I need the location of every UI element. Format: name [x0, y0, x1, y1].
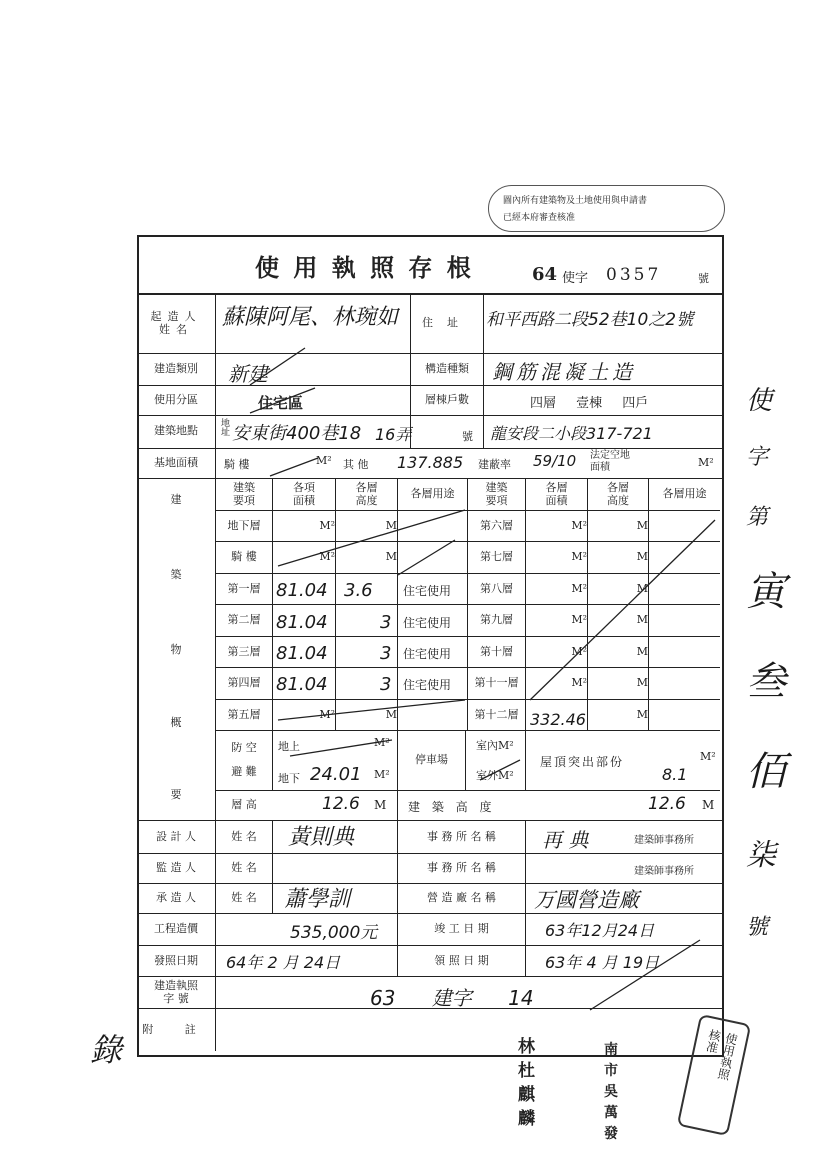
floor-height-unit: M	[374, 798, 387, 812]
owner-value: 蘇陳阿尾、林琬如	[222, 305, 399, 330]
approval-stamp-line1: 圖內所有建築物及土地使用與申請書	[503, 196, 648, 206]
ratio-value: 59/10	[533, 452, 577, 470]
floor-height: 3	[380, 674, 392, 695]
floor-area: 81.04	[276, 612, 328, 633]
designer-role: 設 計 人	[156, 829, 196, 843]
floor-name: 騎 樓	[231, 550, 257, 564]
form-number-prefix: 64	[532, 264, 558, 285]
floor-height: 3.6	[344, 580, 373, 601]
floor-height-value: 12.6	[322, 794, 360, 814]
strike-line	[530, 520, 715, 700]
roof-label: 屋頂突出部份	[540, 755, 625, 769]
floors-label: 層棟戶數	[425, 392, 469, 406]
floor-height: M	[385, 550, 397, 564]
site-value2: 16弄	[375, 425, 412, 444]
floor-height: M	[636, 644, 648, 658]
hdr-use2: 各層用途	[662, 487, 707, 501]
receive-value: 63年 4 月 19日	[545, 953, 660, 972]
strike-line	[250, 348, 305, 385]
strike-line	[398, 540, 455, 575]
margin-char: 佰	[746, 749, 786, 795]
floor-name: 第八層	[480, 581, 513, 595]
floor-name: 第七層	[480, 550, 513, 564]
supervisor-role: 監 造 人	[156, 861, 196, 875]
side-char: 概	[170, 715, 182, 729]
left-margin-text: 錄	[90, 1031, 123, 1069]
strike-line	[590, 940, 700, 1010]
zoning-label: 使用分區	[154, 392, 198, 406]
floors-value: 四層 壹棟 四戶	[530, 396, 649, 411]
site-sub-label: 地址	[219, 418, 229, 436]
form-number: 0357	[606, 265, 662, 285]
shelter-above-unit: M²	[374, 736, 390, 749]
legal-label: 法定空地面積	[590, 450, 630, 473]
bottom-stamp-1: 林 杜 麒 麟	[518, 1037, 535, 1129]
site-lot-value: 龍安段二小段317-721	[490, 424, 653, 443]
floor-area: 332.46	[530, 710, 586, 729]
designer-name-label: 姓 名	[231, 829, 257, 843]
floor-name: 第五層	[227, 707, 261, 721]
floor-height: M	[636, 676, 648, 690]
floor-area: M²	[319, 707, 335, 721]
floor-use: 住宅使用	[403, 647, 452, 661]
supervisor-name-label: 姓 名	[231, 861, 257, 875]
hdr-item: 建築 要項	[233, 481, 255, 507]
address-label: 住址	[422, 316, 472, 330]
floor-name: 第十層	[480, 644, 513, 658]
margin-char: 號	[746, 915, 769, 940]
hdr-height2: 各層 高度	[607, 481, 629, 507]
building-height-label: 建 築 高 度	[408, 800, 496, 814]
contractor-role: 承 造 人	[156, 891, 196, 905]
floor-height: M	[636, 707, 648, 721]
margin-char: 叁	[746, 659, 786, 705]
floor-name: 第九層	[480, 613, 513, 627]
floor-name: 第四層	[227, 676, 261, 690]
strike-line	[278, 700, 465, 720]
floor-use: 住宅使用	[403, 584, 452, 598]
issue-label: 發照日期	[154, 953, 198, 967]
form-number-mid: 使字	[562, 271, 589, 286]
zoning-value: 住宅區	[258, 394, 304, 412]
floor-area: M²	[571, 581, 587, 595]
side-char: 築	[170, 567, 182, 581]
margin-char: 字	[746, 445, 769, 470]
approval-stamp-line2: 已經本府審查核准	[503, 213, 576, 223]
strike-line	[290, 740, 392, 756]
site-value: 安東街400巷18	[232, 423, 362, 444]
issue-value: 64年 2 月 24日	[226, 953, 341, 972]
hdr-area: 各項 面積	[293, 481, 315, 507]
area-arcade-unit: M²	[316, 454, 332, 467]
strike-line	[278, 510, 465, 566]
owner-label: 起造人 姓名	[150, 310, 202, 336]
floor-name: 第二層	[227, 613, 261, 627]
supervisor-office-label: 事 務 所 名 稱	[427, 861, 496, 875]
side-char: 建	[170, 492, 182, 506]
building-height-unit: M	[702, 798, 715, 812]
floor-area: M²	[571, 550, 587, 564]
cost-value: 535,000元	[290, 923, 378, 943]
designer-office: 再 典	[542, 828, 589, 852]
structure-label: 構造種類	[425, 361, 469, 375]
strike-line	[250, 388, 315, 413]
floor-name: 第六層	[480, 518, 513, 532]
shelter-below: 地下	[278, 772, 300, 785]
shelter-below-unit: M²	[374, 768, 390, 781]
floor-height: M	[636, 581, 648, 595]
margin-char: 柒	[746, 838, 776, 873]
contractor-firm: 万國營造廠	[534, 888, 639, 912]
site-label: 建築地點	[154, 424, 198, 438]
floor-area: 81.04	[276, 674, 328, 695]
form-title: 使 用 執 照 存 根	[255, 253, 474, 282]
area-label: 基地面積	[154, 455, 198, 469]
floor-area: M²	[571, 676, 587, 690]
supervisor-stamp: 建築師事務所	[634, 866, 694, 877]
hdr-use: 各層用途	[410, 487, 455, 501]
contractor-name: 蕭學訓	[284, 887, 351, 912]
floor-area: M²	[571, 518, 587, 532]
done-label: 竣 工 日 期	[434, 922, 489, 936]
area-other: 其 他	[343, 458, 369, 471]
legal-unit: M²	[698, 456, 714, 469]
permit-value: 63 建字 14	[370, 986, 534, 1010]
floor-height: 3	[380, 612, 392, 633]
bottom-stamp-3-text: 使用執照 核准	[703, 1027, 740, 1082]
margin-char: 使	[746, 386, 773, 416]
floor-area: M²	[319, 518, 335, 532]
floor-name: 第十一層	[474, 676, 519, 690]
hdr-item2: 建築 要項	[485, 481, 508, 507]
floor-use: 住宅使用	[403, 616, 452, 630]
site-no-label: 號	[462, 430, 473, 443]
margin-char: 寅	[746, 569, 786, 615]
hdr-height: 各層 高度	[355, 481, 378, 507]
right-margin-text	[746, 380, 806, 950]
margin-char: 第	[746, 505, 769, 530]
floor-name: 第一層	[227, 581, 261, 595]
area-arcade: 騎 樓	[224, 458, 250, 471]
strike-line	[270, 458, 318, 476]
floor-area: M²	[319, 550, 335, 564]
parking-label: 停車場	[415, 752, 448, 766]
floor-area: 81.04	[276, 580, 328, 601]
floor-height: M	[385, 518, 397, 532]
bottom-stamp-2: 南 市 吳 萬 發	[604, 1042, 618, 1142]
designer-office-label: 事 務 所 名 稱	[427, 829, 496, 843]
receive-label: 領 照 日 期	[434, 953, 489, 967]
hdr-area2: 各層 面積	[545, 481, 568, 507]
contractor-firm-label: 營 造 廠 名 稱	[427, 891, 496, 905]
floor-area: M²	[571, 644, 587, 658]
designer-stamp: 建築師事務所	[634, 835, 694, 846]
permit-label: 建造執照 字 號	[154, 979, 198, 1005]
floor-name: 地下層	[227, 518, 261, 532]
floor-height: M	[636, 518, 648, 532]
building-height-value: 12.6	[648, 794, 686, 814]
ratio-label: 建蔽率	[478, 458, 511, 471]
shelter-below-value: 24.01	[310, 764, 362, 785]
form-number-suffix: 號	[698, 272, 709, 285]
category-label: 建造類別	[154, 361, 198, 375]
floor-height: M	[385, 707, 397, 721]
side-char: 物	[170, 642, 182, 656]
floor-height: M	[636, 613, 648, 627]
note-label: 附 註	[142, 1022, 210, 1036]
parking-out: 室外M²	[476, 769, 514, 782]
done-value: 63年12月24日	[545, 921, 655, 940]
floor-name: 第十二層	[474, 707, 519, 721]
floor-area: M²	[571, 613, 587, 627]
designer-name: 黃則典	[288, 825, 355, 850]
floor-height-label: 層 高	[231, 798, 257, 812]
cost-label: 工程造價	[154, 922, 198, 936]
roof-unit: M²	[700, 750, 716, 763]
floor-height: 3	[380, 643, 392, 664]
floor-name: 第三層	[227, 644, 261, 658]
floor-height: M	[636, 550, 648, 564]
strike-line	[480, 760, 520, 780]
shelter-above: 地上	[278, 740, 300, 753]
category-value: 新建	[228, 362, 268, 386]
shelter-label: 防 空 避 難	[231, 740, 257, 778]
floor-use: 住宅使用	[403, 678, 452, 692]
area-other-value: 137.885	[397, 453, 464, 472]
floor-area: 81.04	[276, 643, 328, 664]
parking-in: 室內M²	[476, 739, 514, 752]
contractor-name-label: 姓 名	[231, 891, 257, 905]
side-char: 要	[170, 787, 182, 801]
roof-value: 8.1	[662, 765, 688, 784]
structure-value: 鋼筋混凝土造	[492, 360, 636, 384]
address-value: 和平西路二段52巷10之2號	[486, 310, 694, 330]
